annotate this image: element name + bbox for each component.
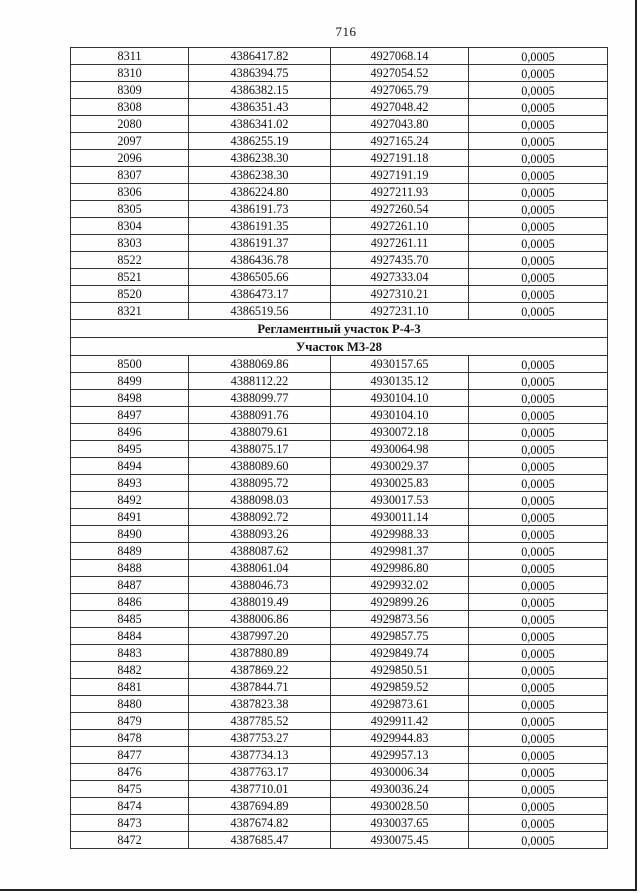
x-coordinate-cell: 4386519.56 [189,303,331,320]
accuracy-cell: 0,0005 [469,492,608,509]
table-row [71,798,608,815]
point-id-cell: 2097 [71,133,189,150]
table-row [71,235,608,252]
x-coordinate-cell: 4387674.82 [189,815,331,832]
table-row [71,696,608,713]
point-id-cell: 8472 [71,832,189,849]
accuracy-cell: 0,0005 [469,594,608,611]
section-header-group [71,320,608,356]
section-title: Регламентный участок Р-4-3 [71,320,608,338]
point-id-cell: 8483 [71,645,189,662]
accuracy-cell: 0,0005 [469,662,608,679]
accuracy-cell: 0,0005 [469,201,608,218]
point-id-cell: 8473 [71,815,189,832]
point-id-cell: 2096 [71,150,189,167]
y-coordinate-cell: 4927048.42 [331,99,469,116]
y-coordinate-cell: 4929986.80 [331,560,469,577]
table-row [71,458,608,475]
table-row [71,269,608,286]
x-coordinate-cell: 4386394.75 [189,65,331,82]
accuracy-cell: 0,0005 [469,509,608,526]
accuracy-cell: 0,0005 [469,781,608,798]
point-id-cell: 8477 [71,747,189,764]
point-id-cell: 8489 [71,543,189,560]
y-coordinate-cell: 4927043.80 [331,116,469,133]
table-row [71,218,608,235]
point-id-cell: 8482 [71,662,189,679]
point-id-cell: 8305 [71,201,189,218]
x-coordinate-cell: 4386238.30 [189,150,331,167]
x-coordinate-cell: 4386191.35 [189,218,331,235]
y-coordinate-cell: 4927260.54 [331,201,469,218]
table-row [71,82,608,99]
y-coordinate-cell: 4929873.61 [331,696,469,713]
point-id-cell: 8488 [71,560,189,577]
accuracy-cell: 0,0005 [469,167,608,184]
x-coordinate-cell: 4387734.13 [189,747,331,764]
table-body-after [71,356,608,849]
x-coordinate-cell: 4386351.43 [189,99,331,116]
table-body-before [71,48,608,320]
y-coordinate-cell: 4930064.98 [331,441,469,458]
table-row [71,373,608,390]
table-row [71,475,608,492]
accuracy-cell: 0,0005 [469,235,608,252]
point-id-cell: 8496 [71,424,189,441]
accuracy-cell: 0,0005 [469,441,608,458]
accuracy-cell: 0,0005 [469,424,608,441]
point-id-cell: 8520 [71,286,189,303]
table-row [71,764,608,781]
table-row [71,286,608,303]
table-row [71,747,608,764]
y-coordinate-cell: 4930017.53 [331,492,469,509]
accuracy-cell: 0,0005 [469,116,608,133]
point-id-cell: 8521 [71,269,189,286]
table-row [71,492,608,509]
point-id-cell: 8303 [71,235,189,252]
table-row [71,832,608,849]
y-coordinate-cell: 4930006.34 [331,764,469,781]
y-coordinate-cell: 4929899.26 [331,594,469,611]
accuracy-cell: 0,0005 [469,611,608,628]
x-coordinate-cell: 4387694.89 [189,798,331,815]
point-id-cell: 8304 [71,218,189,235]
y-coordinate-cell: 4929981.37 [331,543,469,560]
y-coordinate-cell: 4930025.83 [331,475,469,492]
table-row [71,577,608,594]
table-row [71,303,608,320]
point-id-cell: 8486 [71,594,189,611]
x-coordinate-cell: 4387869.22 [189,662,331,679]
table-row [71,781,608,798]
x-coordinate-cell: 4386224.80 [189,184,331,201]
y-coordinate-cell: 4929932.02 [331,577,469,594]
y-coordinate-cell: 4927333.04 [331,269,469,286]
x-coordinate-cell: 4388112.22 [189,373,331,390]
y-coordinate-cell: 4927165.24 [331,133,469,150]
table-row [71,407,608,424]
accuracy-cell: 0,0005 [469,82,608,99]
point-id-cell: 8495 [71,441,189,458]
accuracy-cell: 0,0005 [469,815,608,832]
x-coordinate-cell: 4388079.61 [189,424,331,441]
y-coordinate-cell: 4927261.10 [331,218,469,235]
accuracy-cell: 0,0005 [469,628,608,645]
x-coordinate-cell: 4388098.03 [189,492,331,509]
table-row [71,356,608,373]
table-row [71,662,608,679]
table-row [71,133,608,150]
accuracy-cell: 0,0005 [469,218,608,235]
y-coordinate-cell: 4929957.13 [331,747,469,764]
table-row [71,713,608,730]
x-coordinate-cell: 4388092.72 [189,509,331,526]
accuracy-cell: 0,0005 [469,764,608,781]
y-coordinate-cell: 4930029.37 [331,458,469,475]
table-row [71,252,608,269]
x-coordinate-cell: 4388075.17 [189,441,331,458]
point-id-cell: 8487 [71,577,189,594]
table-row [71,679,608,696]
y-coordinate-cell: 4930011.14 [331,509,469,526]
table-row [71,594,608,611]
accuracy-cell: 0,0005 [469,543,608,560]
accuracy-cell: 0,0005 [469,356,608,373]
point-id-cell: 8478 [71,730,189,747]
y-coordinate-cell: 4930104.10 [331,390,469,407]
y-coordinate-cell: 4929911.42 [331,713,469,730]
point-id-cell: 8479 [71,713,189,730]
point-id-cell: 8490 [71,526,189,543]
accuracy-cell: 0,0005 [469,133,608,150]
accuracy-cell: 0,0005 [469,390,608,407]
point-id-cell: 8309 [71,82,189,99]
accuracy-cell: 0,0005 [469,65,608,82]
accuracy-cell: 0,0005 [469,645,608,662]
y-coordinate-cell: 4927211.93 [331,184,469,201]
point-id-cell: 8522 [71,252,189,269]
table-row [71,48,608,65]
point-id-cell: 8475 [71,781,189,798]
table-row [71,424,608,441]
accuracy-cell: 0,0005 [469,303,608,320]
accuracy-cell: 0,0005 [469,269,608,286]
x-coordinate-cell: 4386255.19 [189,133,331,150]
y-coordinate-cell: 4930036.24 [331,781,469,798]
table-row [71,99,608,116]
table-row [71,730,608,747]
table-row [71,628,608,645]
accuracy-cell: 0,0005 [469,458,608,475]
point-id-cell: 8493 [71,475,189,492]
table-row [71,150,608,167]
x-coordinate-cell: 4386436.78 [189,252,331,269]
x-coordinate-cell: 4388091.76 [189,407,331,424]
y-coordinate-cell: 4929944.83 [331,730,469,747]
point-id-cell: 8491 [71,509,189,526]
table-row [71,815,608,832]
x-coordinate-cell: 4387823.38 [189,696,331,713]
y-coordinate-cell: 4929850.51 [331,662,469,679]
accuracy-cell: 0,0005 [469,373,608,390]
x-coordinate-cell: 4388095.72 [189,475,331,492]
y-coordinate-cell: 4930104.10 [331,407,469,424]
accuracy-cell: 0,0005 [469,475,608,492]
table-row [71,390,608,407]
accuracy-cell: 0,0005 [469,48,608,65]
accuracy-cell: 0,0005 [469,696,608,713]
y-coordinate-cell: 4927191.18 [331,150,469,167]
accuracy-cell: 0,0005 [469,150,608,167]
accuracy-cell: 0,0005 [469,747,608,764]
y-coordinate-cell: 4930028.50 [331,798,469,815]
accuracy-cell: 0,0005 [469,407,608,424]
accuracy-cell: 0,0005 [469,730,608,747]
y-coordinate-cell: 4929857.75 [331,628,469,645]
table-row [71,65,608,82]
accuracy-cell: 0,0005 [469,286,608,303]
x-coordinate-cell: 4388069.86 [189,356,331,373]
x-coordinate-cell: 4386238.30 [189,167,331,184]
point-id-cell: 8306 [71,184,189,201]
point-id-cell: 8492 [71,492,189,509]
table-row [71,611,608,628]
y-coordinate-cell: 4927068.14 [331,48,469,65]
y-coordinate-cell: 4929873.56 [331,611,469,628]
x-coordinate-cell: 4386505.66 [189,269,331,286]
x-coordinate-cell: 4387844.71 [189,679,331,696]
y-coordinate-cell: 4930135.12 [331,373,469,390]
y-coordinate-cell: 4930075.45 [331,832,469,849]
x-coordinate-cell: 4388006.86 [189,611,331,628]
accuracy-cell: 0,0005 [469,184,608,201]
table-row [71,167,608,184]
accuracy-cell: 0,0005 [469,713,608,730]
x-coordinate-cell: 4386417.82 [189,48,331,65]
table-row [71,441,608,458]
point-id-cell: 8499 [71,373,189,390]
subsection-title: Участок М3-28 [71,338,608,356]
y-coordinate-cell: 4929988.33 [331,526,469,543]
y-coordinate-cell: 4930072.18 [331,424,469,441]
table-row [71,184,608,201]
point-id-cell: 8500 [71,356,189,373]
accuracy-cell: 0,0005 [469,560,608,577]
x-coordinate-cell: 4388089.60 [189,458,331,475]
y-coordinate-cell: 4927065.79 [331,82,469,99]
x-coordinate-cell: 4386191.37 [189,235,331,252]
table-row [71,201,608,218]
subsection-row [71,338,608,356]
table-row [71,543,608,560]
point-id-cell: 8307 [71,167,189,184]
table-row [71,560,608,577]
y-coordinate-cell: 4927261.11 [331,235,469,252]
x-coordinate-cell: 4388019.49 [189,594,331,611]
y-coordinate-cell: 4927191.19 [331,167,469,184]
x-coordinate-cell: 4386341.02 [189,116,331,133]
accuracy-cell: 0,0005 [469,577,608,594]
point-id-cell: 8497 [71,407,189,424]
accuracy-cell: 0,0005 [469,252,608,269]
point-id-cell: 8480 [71,696,189,713]
point-id-cell: 8481 [71,679,189,696]
x-coordinate-cell: 4387710.01 [189,781,331,798]
y-coordinate-cell: 4927054.52 [331,65,469,82]
x-coordinate-cell: 4388087.62 [189,543,331,560]
point-id-cell: 8498 [71,390,189,407]
y-coordinate-cell: 4929859.52 [331,679,469,696]
point-id-cell: 8484 [71,628,189,645]
coordinates-table [70,47,608,849]
point-id-cell: 8311 [71,48,189,65]
point-id-cell: 8474 [71,798,189,815]
x-coordinate-cell: 4387753.27 [189,730,331,747]
point-id-cell: 8321 [71,303,189,320]
point-id-cell: 8485 [71,611,189,628]
point-id-cell: 2080 [71,116,189,133]
x-coordinate-cell: 4388046.73 [189,577,331,594]
y-coordinate-cell: 4929849.74 [331,645,469,662]
table-row [71,509,608,526]
y-coordinate-cell: 4927310.21 [331,286,469,303]
x-coordinate-cell: 4388093.26 [189,526,331,543]
point-id-cell: 8310 [71,65,189,82]
accuracy-cell: 0,0005 [469,99,608,116]
section-row [71,320,608,338]
table-row [71,526,608,543]
x-coordinate-cell: 4387880.89 [189,645,331,662]
accuracy-cell: 0,0005 [469,832,608,849]
table-row [71,645,608,662]
x-coordinate-cell: 4388099.77 [189,390,331,407]
y-coordinate-cell: 4927231.10 [331,303,469,320]
table-row [71,116,608,133]
x-coordinate-cell: 4387685.47 [189,832,331,849]
accuracy-cell: 0,0005 [469,526,608,543]
x-coordinate-cell: 4386382.15 [189,82,331,99]
accuracy-cell: 0,0005 [469,798,608,815]
x-coordinate-cell: 4387997.20 [189,628,331,645]
page-number: 716 [335,24,357,39]
x-coordinate-cell: 4387763.17 [189,764,331,781]
x-coordinate-cell: 4386191.73 [189,201,331,218]
y-coordinate-cell: 4930157.65 [331,356,469,373]
y-coordinate-cell: 4930037.65 [331,815,469,832]
point-id-cell: 8476 [71,764,189,781]
y-coordinate-cell: 4927435.70 [331,252,469,269]
accuracy-cell: 0,0005 [469,679,608,696]
x-coordinate-cell: 4388061.04 [189,560,331,577]
point-id-cell: 8308 [71,99,189,116]
x-coordinate-cell: 4387785.52 [189,713,331,730]
x-coordinate-cell: 4386473.17 [189,286,331,303]
point-id-cell: 8494 [71,458,189,475]
